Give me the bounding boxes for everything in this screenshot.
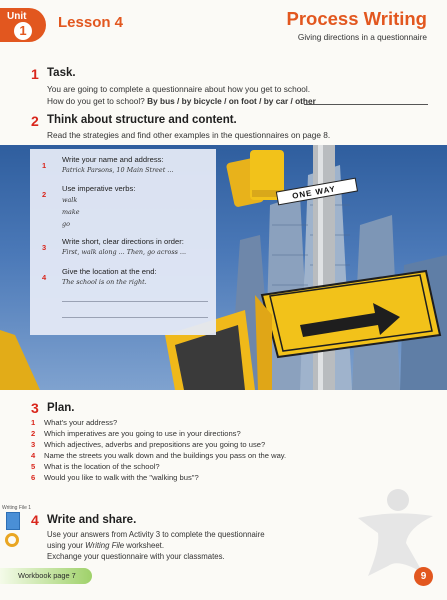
- strategy-number: 2: [42, 190, 47, 199]
- workbook-page-tab[interactable]: [0, 568, 92, 584]
- writing-file-label: Writing File 1: [2, 505, 32, 511]
- unit-label: Unit: [7, 11, 27, 22]
- section4-line2: using your Writing File worksheet.: [47, 541, 165, 550]
- section1-question: How do you get to school?: [47, 96, 148, 106]
- section1-line1: You are going to complete a questionnaire about how you get to school.: [47, 84, 311, 94]
- strategy-example: make: [62, 208, 80, 216]
- strategy-number: 3: [42, 243, 47, 252]
- section2-heading: Think about structure and content.: [47, 114, 237, 126]
- section3-number: 3: [31, 400, 39, 416]
- strategy-4: [42, 267, 157, 286]
- strategy-number: 4: [42, 273, 47, 282]
- list-item: 3 Which adjectives, adverbs and prepositions are you going to use?: [31, 440, 266, 449]
- strategy-text: Write short, clear directions in order:: [62, 237, 184, 246]
- page-number-badge: 9: [414, 567, 433, 586]
- list-item: 2 Which imperatives are you going to use in your directions?: [31, 429, 241, 438]
- section4-number: 4: [31, 512, 39, 528]
- section1-number: 1: [31, 66, 39, 82]
- strategy-example: go: [62, 220, 70, 228]
- list-item: 4 Name the streets you walk down and the buildings you pass on the way.: [31, 451, 287, 460]
- section1-line2: [47, 95, 316, 107]
- section2-instruction: Read the strategies and find other examples in the questionnaires on page 8.: [47, 130, 331, 140]
- strategy-example: walk: [62, 196, 78, 204]
- page-title: Process Writing: [286, 8, 427, 29]
- transport-options: By bus / by bicycle / on foot / by car / other: [147, 96, 316, 106]
- list-item: 5 What is the location of the school?: [31, 462, 160, 471]
- lesson-label: Lesson 4: [58, 14, 124, 31]
- unit-number-circle: 1: [14, 22, 32, 40]
- section4-line3: Exchange your questionnaire with your classmates.: [47, 552, 225, 561]
- steering-wheel-icon: [5, 533, 19, 547]
- section4-heading: Write and share.: [47, 514, 137, 526]
- strategy-example: First, walk along ... Then, go across ...: [62, 248, 187, 256]
- strategy-text: Write your name and address:: [62, 155, 164, 164]
- strategy-text: Use imperative verbs:: [62, 184, 136, 193]
- one-way-sign-text: ONE WAY: [291, 184, 337, 201]
- mascot-silhouette: [348, 488, 438, 578]
- document-icon: [6, 512, 20, 530]
- section3-heading: Plan.: [47, 402, 75, 414]
- unit-badge: [0, 8, 46, 42]
- strategy-number: 1: [42, 161, 47, 170]
- strategy-text: Give the location at the end:: [62, 267, 157, 276]
- strategy-2: [42, 184, 136, 228]
- strategy-3: [42, 237, 187, 256]
- writing-line[interactable]: [62, 301, 208, 302]
- writing-file-emphasis: Writing File: [85, 541, 125, 550]
- workbook-page-label: Workbook page 7: [18, 571, 76, 580]
- section4-line1: Use your answers from Activity 3 to complete the questionnaire: [47, 530, 265, 539]
- page-subtitle: Giving directions in a questionnaire: [297, 32, 427, 42]
- section2-number: 2: [31, 113, 39, 129]
- strategy-example: The school is on the right.: [62, 278, 147, 286]
- strategy-1: [42, 155, 174, 174]
- section1-heading: Task.: [47, 67, 76, 79]
- strategy-example: Patrick Parsons, 10 Main Street ...: [62, 166, 174, 174]
- answer-line[interactable]: [304, 104, 428, 105]
- list-item: 6 Would you like to walk with the "walking bus"?: [31, 473, 199, 482]
- plan-list: [31, 417, 286, 483]
- list-item: 1 What's your address?: [31, 418, 118, 427]
- strategies-panel: [30, 149, 216, 335]
- writing-line[interactable]: [62, 317, 208, 318]
